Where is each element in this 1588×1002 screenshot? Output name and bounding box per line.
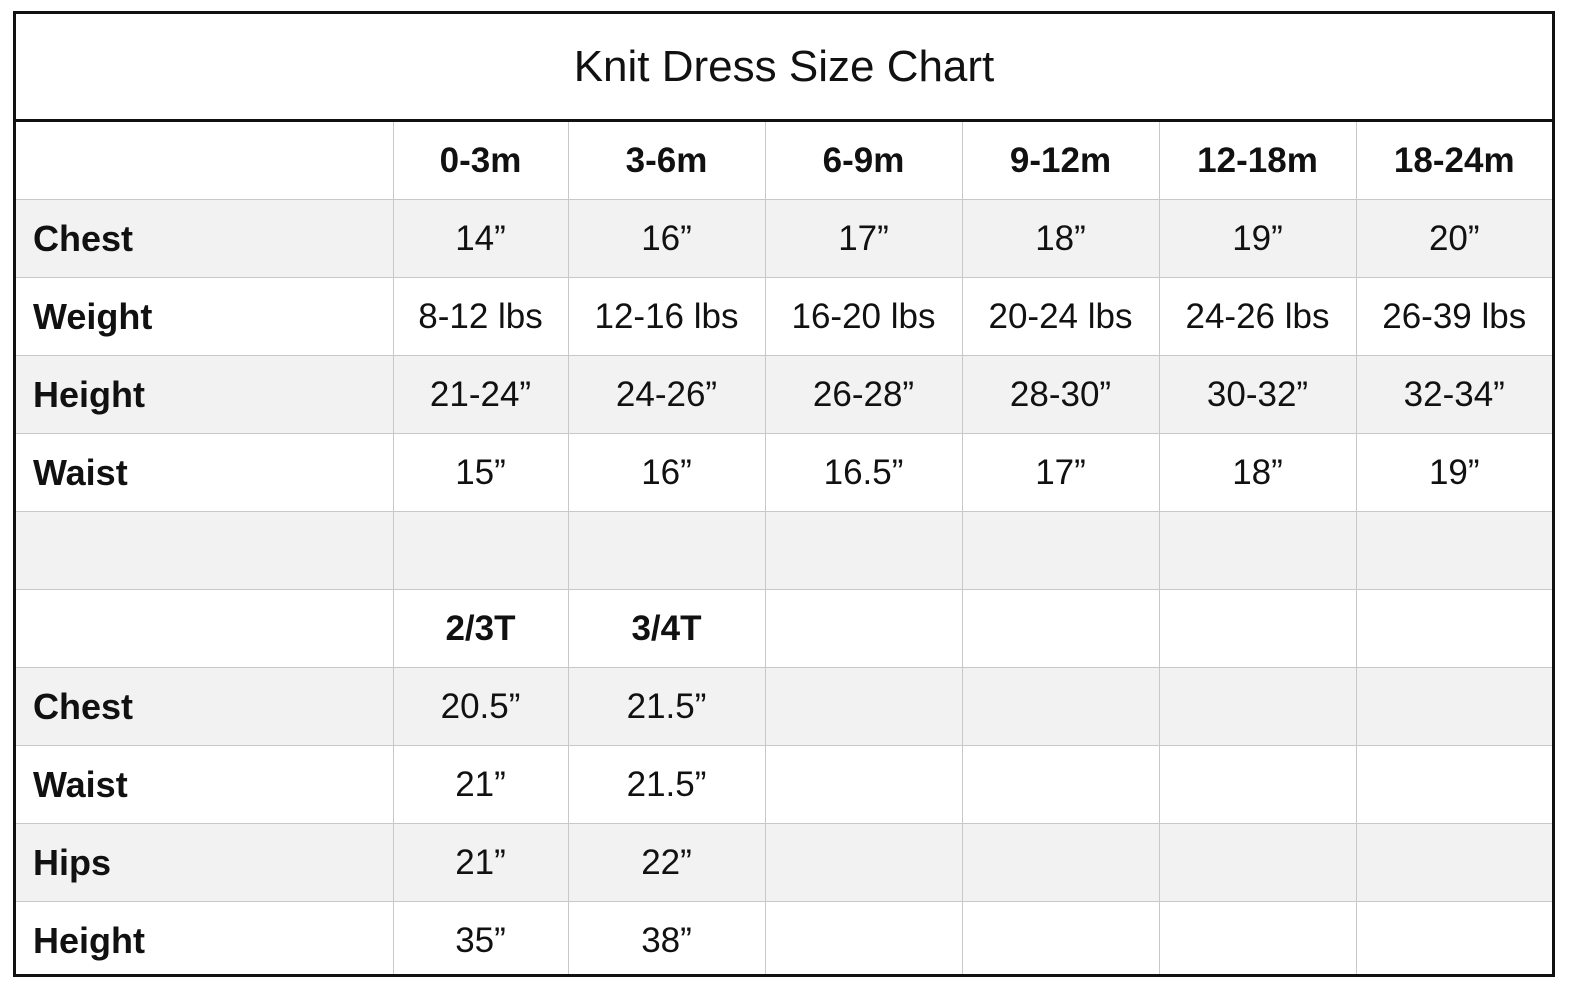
chart-title: Knit Dress Size Chart [16,14,1552,122]
table-row [16,200,1552,278]
table-row [16,824,1552,902]
size-header-cell: 3-6m [568,122,765,200]
measurement-label: Height [16,902,393,978]
table-cell: 32-34” [1356,356,1552,434]
table-cell: 22” [568,824,765,902]
measurement-label: Waist [16,434,393,512]
table-header-row [16,590,1552,668]
table-cell: 21-24” [393,356,568,434]
size-header-cell [1159,590,1356,668]
table-cell [1159,668,1356,746]
header-corner-cell [16,590,393,668]
table-cell: 15” [393,434,568,512]
table-cell [765,824,962,902]
table-cell: 26-28” [765,356,962,434]
table-cell: 16” [568,200,765,278]
table-cell [1159,824,1356,902]
table-cell: 21” [393,824,568,902]
table-cell: 18” [962,200,1159,278]
table-cell: 30-32” [1159,356,1356,434]
table-cell [962,512,1159,590]
size-header-cell: 12-18m [1159,122,1356,200]
table-cell [765,668,962,746]
table-header-row [16,122,1552,200]
table-cell [1356,668,1552,746]
table-cell [962,746,1159,824]
table-cell: 17” [765,200,962,278]
table-cell [1159,512,1356,590]
table-cell: 24-26 lbs [1159,278,1356,356]
header-corner-cell [16,122,393,200]
table-row [16,746,1552,824]
table-row [16,668,1552,746]
measurement-label: Chest [16,668,393,746]
table-cell: 20.5” [393,668,568,746]
table-cell [1356,512,1552,590]
table-cell: 19” [1159,200,1356,278]
table-cell: 18” [1159,434,1356,512]
table-cell [568,512,765,590]
table-cell: 16.5” [765,434,962,512]
table-cell [1159,902,1356,978]
table-cell: 17” [962,434,1159,512]
table-cell [1356,746,1552,824]
table-cell: 20” [1356,200,1552,278]
size-header-cell [962,590,1159,668]
table-row [16,278,1552,356]
table-row [16,356,1552,434]
size-header-cell: 2/3T [393,590,568,668]
table-cell [765,512,962,590]
table-cell: 24-26” [568,356,765,434]
table-cell: 35” [393,902,568,978]
size-header-cell: 9-12m [962,122,1159,200]
table-cell: 20-24 lbs [962,278,1159,356]
size-header-cell: 6-9m [765,122,962,200]
table-cell: 38” [568,902,765,978]
table-cell: 12-16 lbs [568,278,765,356]
size-chart [13,11,1555,977]
table-cell: 28-30” [962,356,1159,434]
table-cell: 21.5” [568,746,765,824]
table-cell [1159,746,1356,824]
table-cell [1356,824,1552,902]
table-cell: 16” [568,434,765,512]
table-cell: 16-20 lbs [765,278,962,356]
measurement-label: Chest [16,200,393,278]
table-cell [765,902,962,978]
measurement-label [16,512,393,590]
size-header-cell: 3/4T [568,590,765,668]
size-header-cell: 0-3m [393,122,568,200]
table-cell: 26-39 lbs [1356,278,1552,356]
table-row [16,902,1552,978]
table-cell: 19” [1356,434,1552,512]
table-cell [1356,902,1552,978]
size-header-cell: 18-24m [1356,122,1552,200]
size-table [16,122,1552,977]
table-row [16,512,1552,590]
table-cell [962,668,1159,746]
table-cell: 14” [393,200,568,278]
table-cell: 8-12 lbs [393,278,568,356]
table-cell [393,512,568,590]
table-row [16,434,1552,512]
table-cell [765,746,962,824]
size-header-cell [765,590,962,668]
measurement-label: Weight [16,278,393,356]
table-cell [962,902,1159,978]
measurement-label: Waist [16,746,393,824]
table-cell: 21.5” [568,668,765,746]
table-cell: 21” [393,746,568,824]
measurement-label: Height [16,356,393,434]
table-cell [962,824,1159,902]
measurement-label: Hips [16,824,393,902]
size-header-cell [1356,590,1552,668]
